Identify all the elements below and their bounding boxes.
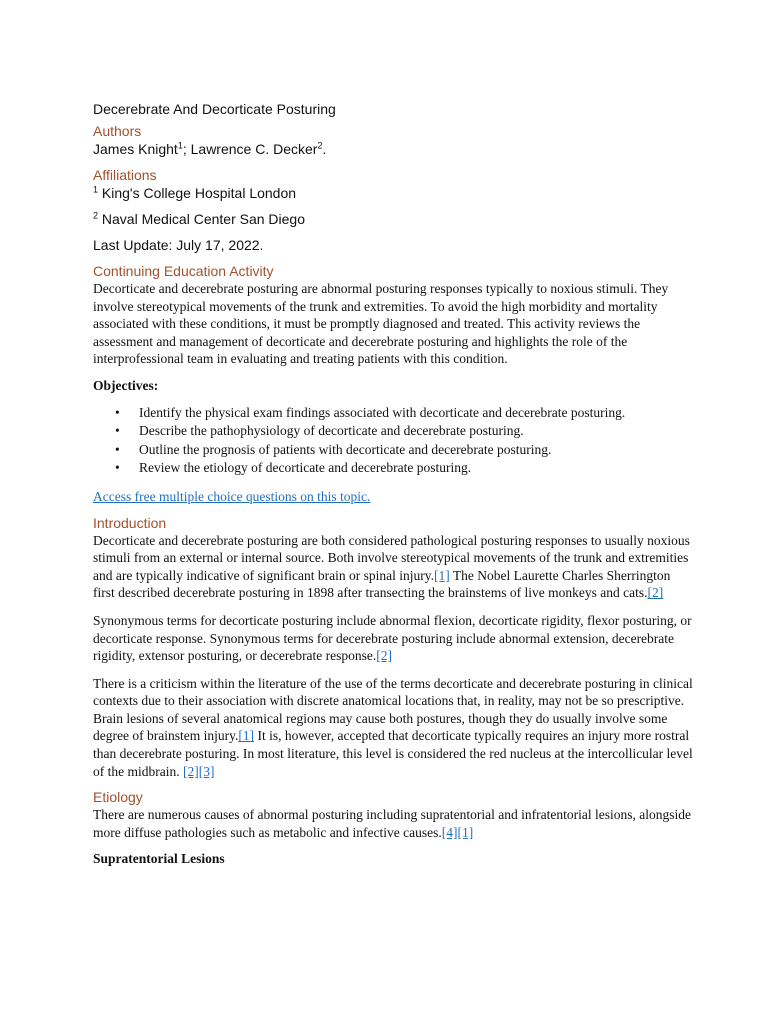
objective-text: Outline the prognosis of patients with decorticate and decerebrate posturing. [139, 441, 552, 457]
introduction-paragraph [93, 612, 693, 665]
author-affiliation-marker: 1 [177, 140, 183, 151]
objective-item [93, 404, 693, 423]
objective-text: Identify the physical exam findings associated with decorticate and decerebrate posturing. [139, 404, 626, 420]
paragraph-text: Synonymous terms for decorticate posturing include abnormal flexion, decorticate rigidity, flexor posturing, or decorticate response. Synonymous terms for decerebrate posturing include abnormal extension, decerebrate rigidity, extensor posturing, or decerebrate response. [93, 612, 692, 664]
objective-text: Review the etiology of decorticate and decerebrate posturing. [139, 460, 472, 476]
author-name: James Knight [93, 141, 178, 157]
bullet-icon: • [115, 404, 120, 420]
paragraph-text: Decorticate and decerebrate posturing are both considered pathological posturing responses to usually noxious stimuli from an external or internal source. Both involve stereotypical movements of the trunk and extremities and are typically indicative of significant brain or spinal injury. [93, 532, 690, 583]
objectives-list [93, 404, 693, 478]
author-end: . [322, 141, 327, 157]
author-name: Lawrence C. Decker [190, 141, 318, 157]
authors-line [93, 140, 693, 158]
author-separator: ; [182, 141, 191, 157]
objective-item [93, 459, 693, 478]
introduction-paragraph [93, 532, 693, 602]
author-affiliation-marker: 2 [317, 140, 323, 151]
reference-link[interactable]: [4] [441, 824, 458, 840]
affiliation-marker: 2 [93, 210, 99, 221]
reference-link[interactable]: [2] [182, 763, 199, 779]
ce-activity-heading: Continuing Education Activity [93, 263, 274, 279]
bullet-icon: • [115, 441, 120, 457]
document-content [93, 100, 693, 868]
authors-heading: Authors [93, 123, 142, 139]
ce-activity-paragraph: Decorticate and decerebrate posturing are abnormal posturing responses typically to noxious stimuli. They involve stereotypical movements of the trunk and extremities. To avoid the high morbidity and mortality associated with these conditions, it must be promptly diagnosed and treated. This activity reviews the assessment and management of decorticate and decerebrate posturing and highlights the role of the interprofessional team in evaluating and treating patients with this condition. [93, 281, 669, 367]
introduction-paragraph [93, 675, 693, 781]
etiology-heading: Etiology [93, 789, 143, 806]
mcq-paragraph [93, 488, 693, 506]
affiliation-item [93, 210, 693, 228]
reference-link[interactable]: [3] [198, 763, 215, 779]
affiliation-marker: 1 [93, 184, 99, 195]
paragraph-text: It is, however, accepted that decorticate typically requires an injury more rostral than decerebrate posturing. In most literature, this level is considered the red nucleus at the intercollicular level of the midbrain. [93, 728, 693, 779]
affiliation-text: King's College Hospital London [101, 185, 297, 201]
reference-link[interactable]: [1] [457, 824, 474, 840]
reference-link[interactable]: [1] [434, 567, 450, 583]
objectives-label: Objectives: [93, 377, 159, 393]
paragraph-text: The Nobel Laurette Charles Sherrington first described decerebrate posturing in 1898 after transecting the brainstems of live monkeys and cats. [93, 567, 671, 601]
objective-item [93, 422, 693, 441]
introduction-heading: Introduction [93, 514, 167, 531]
objective-text: Describe the pathophysiology of decorticate and decerebrate posturing. [139, 423, 524, 439]
reference-link[interactable]: [2] [647, 585, 664, 601]
objective-item [93, 441, 693, 460]
bullet-icon: • [115, 423, 120, 439]
affiliations-heading: Affiliations [93, 167, 157, 183]
affiliation-item [93, 184, 693, 202]
affiliation-text: Naval Medical Center San Diego [101, 211, 306, 227]
bullet-icon: • [115, 460, 120, 476]
reference-link[interactable]: [1] [238, 728, 255, 744]
document-title: Decerebrate And Decorticate Posturing [93, 101, 336, 117]
paragraph-text: There are numerous causes of abnormal posturing including supratentorial and infratentorial lesions, alongside more diffuse pathologies such as metabolic and infective causes. [93, 807, 691, 840]
reference-link[interactable]: [2] [376, 648, 393, 664]
last-update: Last Update: July 17, 2022. [93, 237, 264, 253]
supratentorial-subheading: Supratentorial Lesions [93, 851, 225, 867]
etiology-paragraph [93, 806, 693, 841]
mcq-link[interactable]: Access free multiple choice questions on this topic. [93, 488, 371, 504]
paragraph-text: There is a criticism within the literature of the use of the terms decorticate and decerebrate posturing in clinical contexts due to their association with discrete anatomical locations that, in reality, may not be so prescriptive. Brain lesions of several anatomical regions may cause both postures, though they do usually involve some degree of brainstem injury. [93, 675, 693, 744]
